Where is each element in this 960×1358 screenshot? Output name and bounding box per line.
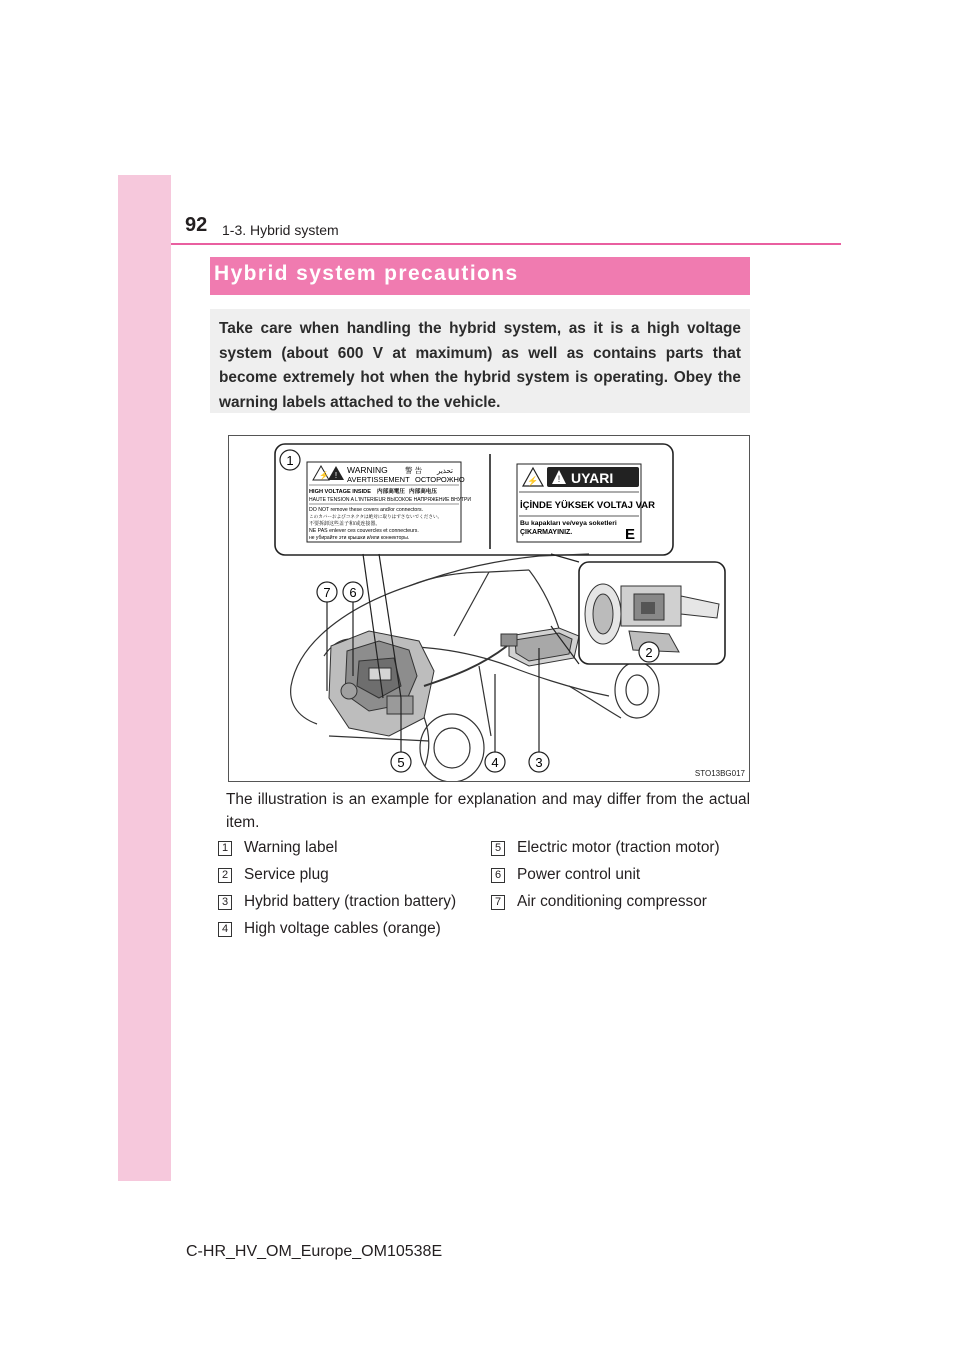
svg-text:1: 1 (286, 453, 294, 468)
warning-label-left-line6: このカバーおよびコネクタは絶対に取りはずさないでください。 (309, 514, 443, 519)
warning-label-right-line1: İÇİNDE YÜKSEK VOLTAJ VAR (520, 500, 655, 511)
legend-label-7: Air conditioning compressor (517, 893, 707, 910)
section-title: 1-3. Hybrid system (222, 222, 339, 238)
svg-text:7: 7 (323, 585, 331, 600)
warning-label-right-title: UYARI (571, 470, 614, 486)
figure-caption: The illustration is an example for explanation and may differ from the actual item. (226, 791, 750, 831)
svg-text:!: ! (557, 474, 561, 484)
legend-label-4: High voltage cables (orange) (244, 920, 441, 937)
warning-label-left-line9: не убирайте эти крышки и/или коннекторы. (309, 535, 410, 541)
warning-label-left-line8: NE PAS enlever ces couvercles et connecteurs. (309, 528, 419, 534)
warning-label-left-line2a: AVERTISSEMENT (347, 475, 410, 484)
warning-label-left-line2b: ОСТОРОЖНО (415, 475, 465, 484)
warning-label-right-badge: E (625, 526, 636, 543)
warning-label-right-line3: ÇIKARMAYINIZ. (520, 529, 573, 536)
illustration-svg (229, 436, 750, 782)
warning-label-left-line4b: ВЫСОКОЕ НАПРЯЖЕНИЕ ВНУТРИ (387, 497, 471, 503)
intro-box (210, 309, 750, 413)
warning-label-left-line3a: HIGH VOLTAGE INSIDE (309, 489, 371, 495)
hybrid-system-illustration (228, 435, 750, 782)
legend-item-2 (218, 866, 329, 884)
header-rule (171, 243, 841, 245)
warning-label-left-line1b: 警 告 (405, 466, 423, 475)
legend-label-3: Hybrid battery (traction battery) (244, 893, 457, 910)
svg-text:!: ! (334, 471, 338, 480)
legend-label-2: Service plug (244, 866, 329, 883)
callout-6 (343, 582, 363, 602)
svg-text:4: 4 (491, 755, 499, 770)
heading-band (210, 257, 750, 295)
callout-1 (280, 450, 300, 470)
legend-number-3: 3 (218, 895, 232, 910)
svg-text:3: 3 (535, 755, 543, 770)
legend-label-1: Warning label (244, 839, 338, 856)
warning-label-left-line5: DO NOT remove these covers and/or connectors. (309, 507, 424, 513)
page-number: 92 (185, 214, 208, 236)
legend-number-1: 1 (218, 841, 232, 856)
legend-number-5: 5 (491, 841, 505, 856)
legend-number-7: 7 (491, 895, 505, 910)
side-tab-bar (118, 175, 171, 1181)
callout-7 (317, 582, 337, 602)
warning-label-right (517, 464, 655, 543)
warning-label-left-line4a: HAUTE TENSION A L'INTERIEUR (309, 497, 386, 503)
document-code: C-HR_HV_OM_Europe_OM10538E (186, 1243, 443, 1260)
callout-4 (485, 752, 505, 772)
page-heading: Hybrid system precautions (214, 262, 519, 285)
svg-text:5: 5 (397, 755, 405, 770)
legend-item-4 (218, 920, 441, 938)
warning-label-right-line2: Bu kapakları ve/veya soketleri (520, 520, 617, 527)
callout-5 (391, 752, 411, 772)
legend-item-6 (491, 866, 640, 884)
warning-label-left-line7: 不要拆卸这些盖子和/或连接器。 (309, 521, 381, 527)
legend-item-7 (491, 893, 707, 911)
legend-number-6: 6 (491, 868, 505, 883)
callout-3 (529, 752, 549, 772)
hybrid-battery (501, 628, 579, 666)
legend-item-5 (491, 839, 720, 857)
svg-text:2: 2 (645, 645, 653, 660)
warning-label-left-line3c: 内部高电压 (409, 489, 437, 495)
intro-text: Take care when handling the hybrid system, as it is a high voltage system (about 600 V at maximum) as well as contains parts that become extremely hot when the hybrid system is operating. Obey the warning labels attached to the vehicle. (219, 320, 741, 411)
warning-label-left-line1a: WARNING (347, 465, 388, 475)
callout-2 (639, 642, 659, 662)
warning-label-left-line1c: تحذير (437, 468, 453, 475)
warning-label-left-line3b: 内部高電圧 (377, 489, 405, 495)
figure-code: STO13BG017 (694, 769, 745, 778)
legend-number-4: 4 (218, 922, 232, 937)
legend-item-3 (218, 893, 456, 911)
legend-item-1 (218, 839, 338, 857)
svg-text:⚡: ⚡ (527, 476, 539, 486)
legend-label-6: Power control unit (517, 866, 641, 883)
svg-text:⚡: ⚡ (319, 471, 329, 480)
legend-label-5: Electric motor (traction motor) (517, 839, 720, 856)
warning-label-left (307, 462, 471, 542)
svg-text:6: 6 (349, 585, 357, 600)
legend-number-2: 2 (218, 868, 232, 883)
